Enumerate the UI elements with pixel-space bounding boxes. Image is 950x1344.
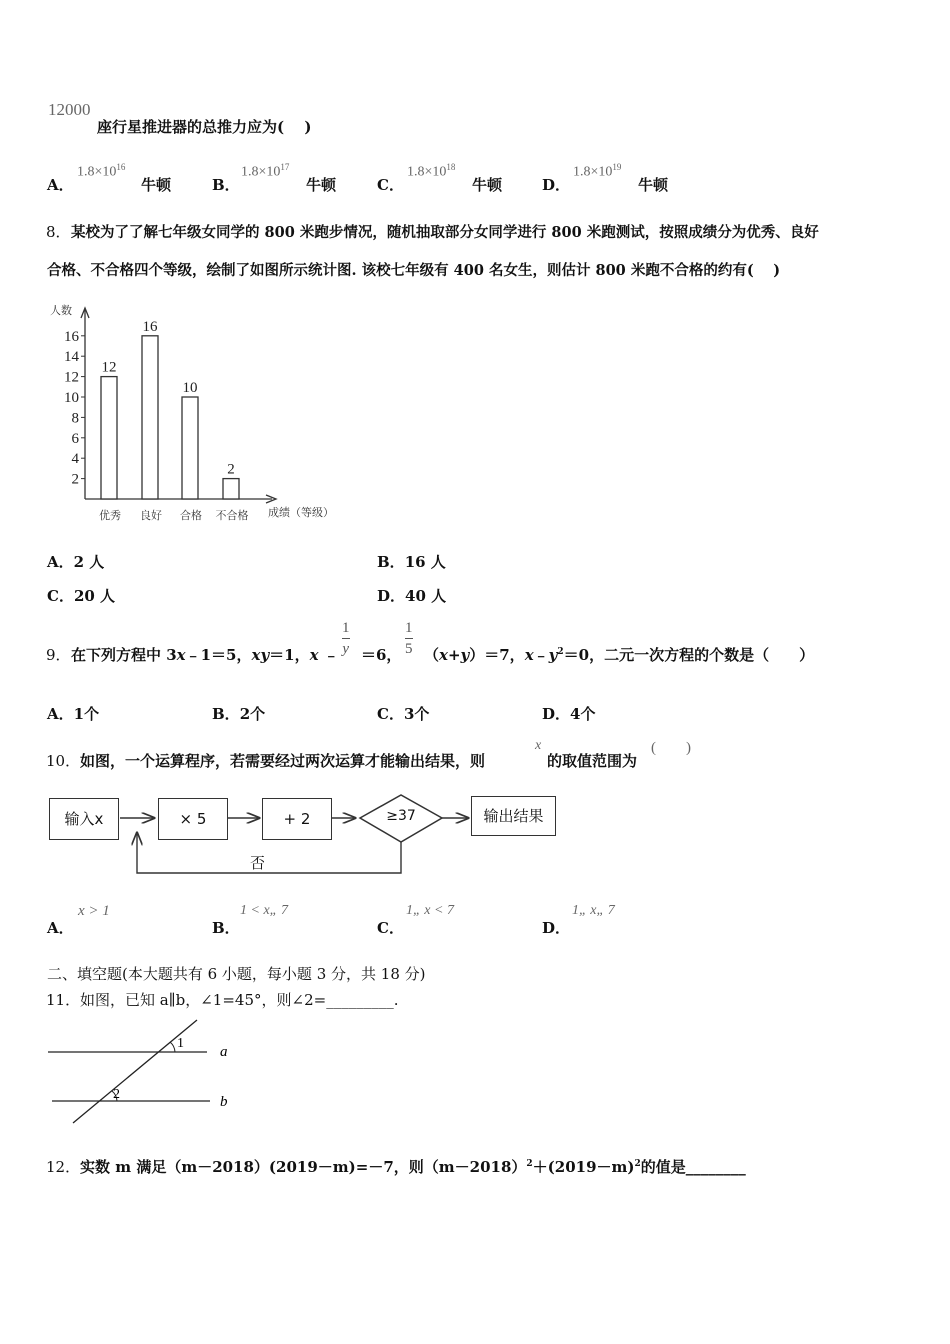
q8-stem-line1: 某校为了了解七年级女同学的 800 米跑步情况，随机抽取部分女同学进行 800 米跑测试，按照成绩分为优秀、良好 xyxy=(71,224,819,241)
q10-option-a-expr: x > 1 xyxy=(78,903,110,919)
bar-data-label: 12 xyxy=(101,359,117,376)
q10-option-b-label[interactable]: B． xyxy=(212,919,240,937)
y-tick-label: 14 xyxy=(64,349,79,366)
y-tick-label: 4 xyxy=(71,451,79,468)
y-tick-label: 6 xyxy=(71,430,79,447)
q9-fraction-1-over-5: $\frac{1}{5}$ xyxy=(405,620,413,657)
q7-option-a-expr: $1.8\times 10^{16}$ xyxy=(77,162,126,180)
q10-option-d-label[interactable]: D． xyxy=(542,919,571,937)
q10-stem: 如图，一个运算程序，若需要经过两次运算才能输出结果，则 xyxy=(80,752,486,770)
y-tick-label: 8 xyxy=(71,410,79,427)
q10-stem-end: 的取值范围为 xyxy=(547,752,638,770)
q9-option-c[interactable]: C．3个 xyxy=(377,705,430,723)
flow-no-label: 否 xyxy=(250,854,266,872)
q10-option-d-expr: 1„ x„ 7 xyxy=(572,903,615,918)
q9-option-d[interactable]: D．4个 xyxy=(542,705,596,723)
q7-option-c-expr: $1.8\times 10^{18}$ xyxy=(407,162,456,180)
q8-bar-chart xyxy=(40,300,360,530)
bar xyxy=(182,397,198,499)
y-axis-label: 人数 xyxy=(50,305,72,317)
q8-option-c[interactable]: C．20 人 xyxy=(47,587,116,605)
x-category-label: 不合格 xyxy=(215,510,249,522)
q9-option-a[interactable]: A．1个 xyxy=(47,705,100,723)
x-category-label: 良好 xyxy=(140,510,162,522)
y-tick-label: 12 xyxy=(64,369,79,386)
y-tick-label: 16 xyxy=(64,328,79,345)
q9-stem-part4: （x+y）＝7，$x﹣y^2=0$，二元一次方程的个数是（ ） xyxy=(424,646,815,664)
y-tick-label: 2 xyxy=(71,471,79,488)
q10-option-c-expr: 1„ x < 7 xyxy=(406,903,454,918)
q9-option-b[interactable]: B．2个 xyxy=(212,705,266,723)
line-a-label: a xyxy=(220,1044,228,1060)
q10-option-c-label[interactable]: C． xyxy=(377,919,404,937)
angle-2-label: 2 xyxy=(113,1087,120,1102)
angle-1-label: 1 xyxy=(177,1036,184,1051)
q12-number: 12． xyxy=(46,1158,81,1176)
flow-plus2-box: + 2 xyxy=(262,798,332,840)
q11-stem: 如图，已知 a∥b，∠1=45°，则∠2=_________. xyxy=(80,991,399,1009)
flow-input-box: 输入x xyxy=(49,798,119,840)
q11-parallel-lines-figure xyxy=(40,1015,250,1125)
q7-prefix-number: 12000 xyxy=(48,100,91,119)
line-b-label: b xyxy=(220,1094,228,1110)
q7-option-d-label[interactable]: D． xyxy=(542,176,571,194)
q7-option-b-unit: 牛顿 xyxy=(306,176,337,194)
section2-title: 二、填空题(本大题共有 6 小题，每小题 3 分，共 18 分) xyxy=(47,965,426,983)
q7-option-c-unit: 牛顿 xyxy=(472,176,503,194)
bar xyxy=(101,377,117,499)
q7-option-a-unit: 牛顿 xyxy=(141,176,172,194)
q10-answer-paren: ( ) xyxy=(651,740,691,756)
bar-data-label: 10 xyxy=(182,380,198,396)
y-tick-label: 10 xyxy=(64,390,79,406)
flow-output-box: 输出结果 xyxy=(471,796,556,836)
q8-option-a[interactable]: A．2 人 xyxy=(47,553,105,571)
q7-option-d-expr: $1.8\times 10^{19}$ xyxy=(573,162,622,180)
x-category-label: 合格 xyxy=(180,510,202,522)
q9-stem-part1: 在下列方程中 3x﹣1＝5，xy＝1，x ﹣ xyxy=(71,646,339,664)
x-category-label: 优秀 xyxy=(99,510,121,522)
q11-number: 11． xyxy=(46,991,81,1009)
q10-option-a-label[interactable]: A． xyxy=(47,919,74,937)
x-axis-label: 成绩（等级） xyxy=(268,507,334,519)
q12-stem: 实数 m 满足（m－2018）(2019－m)=－7，则$(m-2018)^2+(2019-m)^2$的值是________ xyxy=(80,1158,746,1176)
q7-option-b-label[interactable]: B． xyxy=(212,176,240,194)
q9-stem-part3: ＝6， xyxy=(361,646,402,664)
q7-option-b-expr: $1.8\times 10^{17}$ xyxy=(241,162,290,180)
q10-option-b-expr: 1 < x„ 7 xyxy=(240,903,288,918)
q8-option-b[interactable]: B．16 人 xyxy=(377,553,446,571)
q9-fraction-1-over-y: $\frac{1}{y}$ xyxy=(342,620,350,657)
q7-option-a-label[interactable]: A． xyxy=(47,176,74,194)
q9-number: 9． xyxy=(46,646,71,664)
q10-number: 10． xyxy=(46,752,81,770)
q7-option-d-unit: 牛顿 xyxy=(638,176,669,194)
q8-stem-line2: 合格、不合格四个等级，绘制了如图所示统计图. 该校七年级有 400 名女生，则估计 800 米跑不合格的约有( ) xyxy=(47,262,781,279)
bar-data-label: 16 xyxy=(142,318,158,335)
q8-number: 8． xyxy=(46,223,71,241)
q10-var-x: x xyxy=(535,738,542,753)
angle-1-arc xyxy=(170,1042,175,1052)
flow-times5-box: × 5 xyxy=(158,798,228,840)
bar-data-label: 2 xyxy=(227,461,235,478)
q7-stem: 座行星推进器的总推力应为( ) xyxy=(97,118,312,136)
bar xyxy=(223,479,239,499)
q7-option-c-label[interactable]: C． xyxy=(377,176,404,194)
q8-option-d[interactable]: D．40 人 xyxy=(377,587,447,605)
flow-condition-label: ≥37 xyxy=(386,808,416,824)
bar xyxy=(142,336,158,499)
